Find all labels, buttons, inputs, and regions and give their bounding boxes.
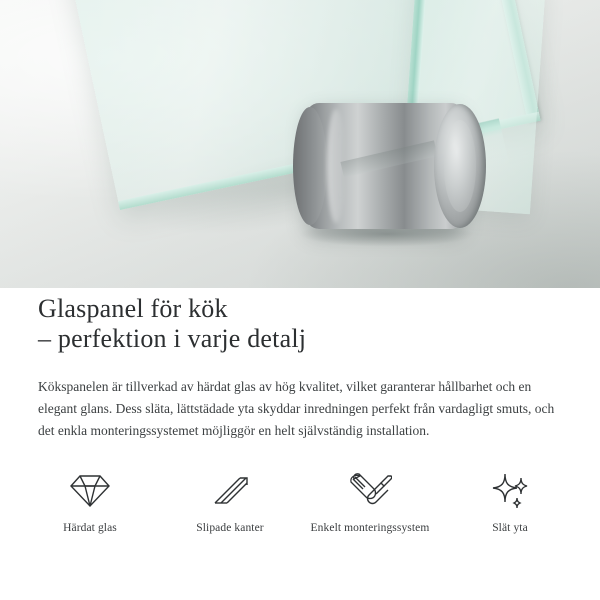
description	[38, 376, 560, 442]
feature-item-polished-edges	[160, 470, 300, 534]
page-title	[38, 294, 568, 354]
mount-left-cap	[293, 107, 327, 225]
polished-edges-icon	[160, 470, 300, 512]
sparkle-icon	[440, 470, 580, 512]
feature-item-mounting-system	[300, 470, 440, 534]
standoff-mount	[287, 103, 484, 229]
feature-item-hardened-glass	[20, 470, 160, 534]
product-photo	[0, 0, 600, 290]
feature-label: Slät yta	[492, 522, 528, 534]
feature-label: Slipade kanter	[196, 522, 264, 534]
feature-label: Enkelt monteringssystem	[310, 522, 430, 534]
diamond-icon	[20, 470, 160, 512]
tools-icon	[300, 470, 440, 512]
feature-item-smooth-surface	[440, 470, 580, 534]
content-area	[0, 288, 600, 600]
mount-end-cap	[434, 104, 486, 228]
headline-line-1: Glaspanel för kök	[38, 294, 228, 323]
feature-label: Härdat glas	[63, 522, 117, 534]
headline-line-2: – perfektion i varje detalj	[38, 324, 307, 353]
mount-end-cap-inner	[444, 120, 476, 212]
description-text: Kökspanelen är tillverkad av härdat glas av hög kvalitet, vilket garanterar hållbarhet och en elegant glans. Dess släta, lättstädade yta skyddar inredningen perfekt från vardagligt smuts, och det enkla monteringssystemet möjliggör en helt självständig installation.	[38, 379, 555, 438]
feature-list	[20, 470, 580, 534]
